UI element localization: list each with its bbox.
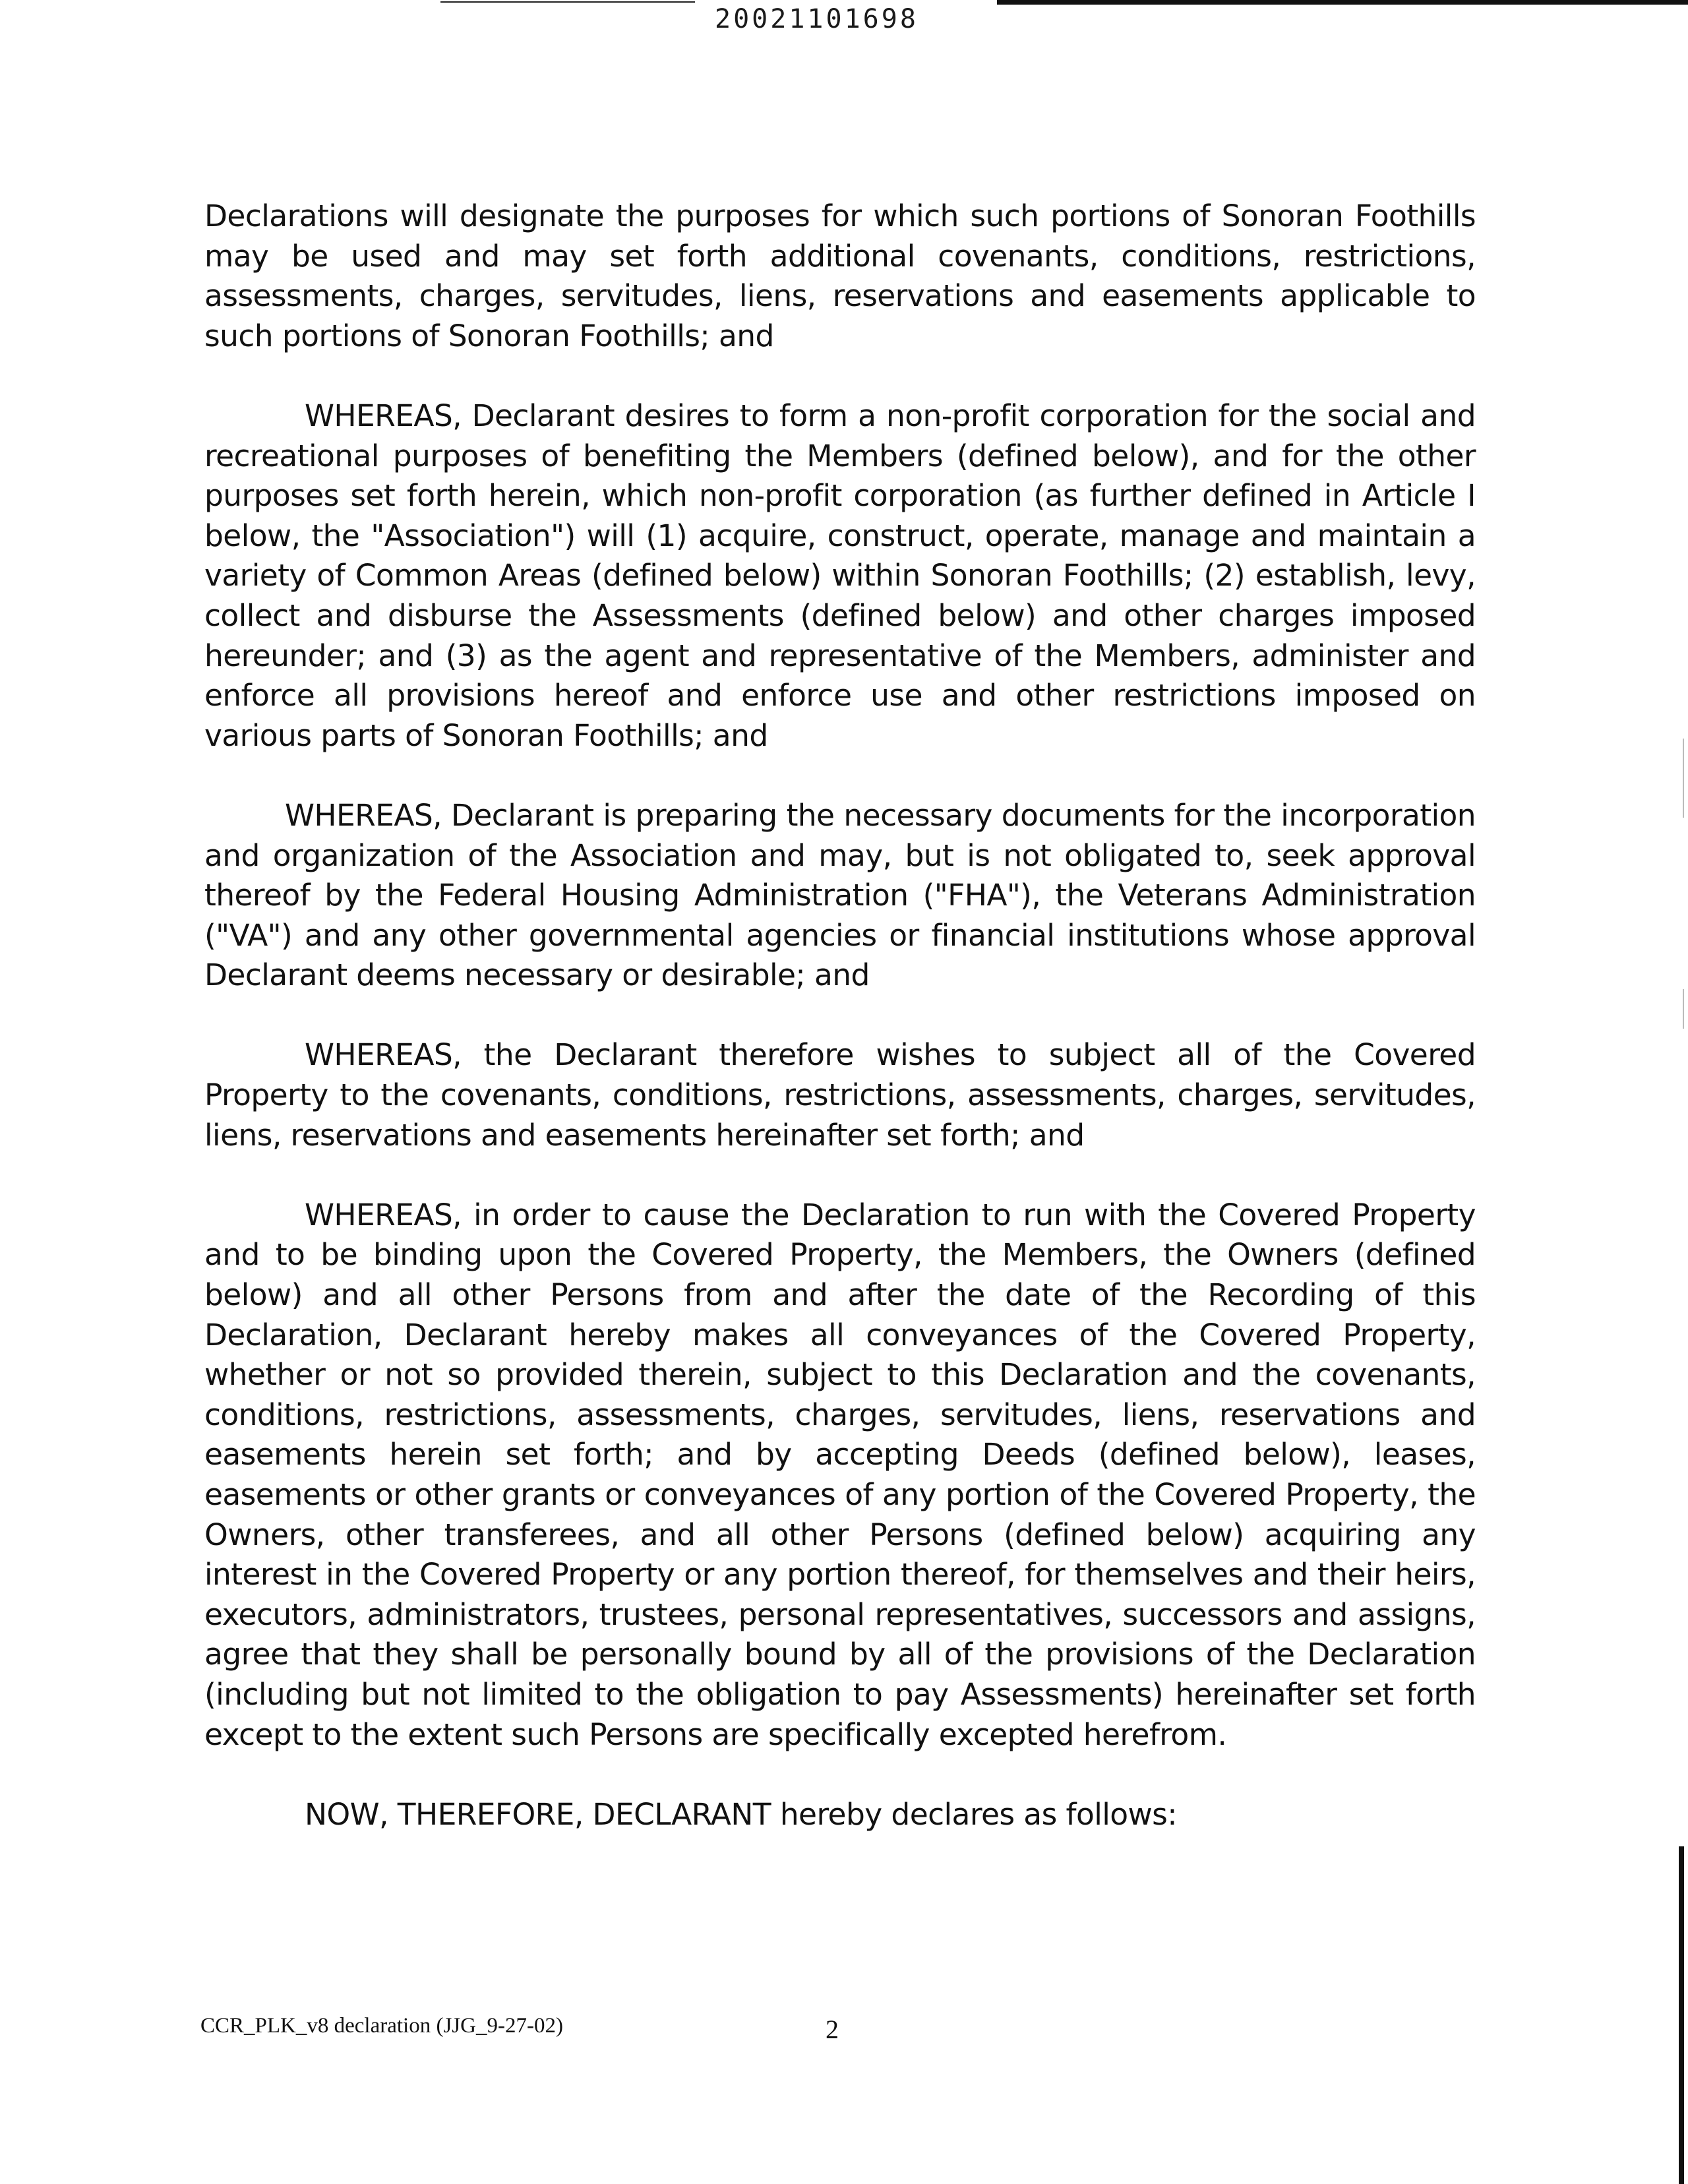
paragraph-whereas-subject-property: WHEREAS, the Declarant therefore wishes to subject all of the Covered Property to the covenants, conditions, restrictions, assessments, charges, servitudes, liens, reservations and easements hereinafter set forth; and xyxy=(204,1037,1476,1153)
footer-document-id: CCR_PLK_v8 declaration (JJG_9-27-02) xyxy=(200,2014,563,2038)
recording-number: 20021101698 xyxy=(715,4,919,34)
paragraph-whereas-association: WHEREAS, Declarant desires to form a non-profit corporation for the social and recreational purposes of benefiting the Members (defined below), and for the other purposes set forth herein, which non-profit corporation (as further defined in Article I below, the "Association") will (1) acquire, construct, operate, manage and maintain a variety of Common Areas (defined below) within Sonoran Foothills; (2) establish, levy, collect and disburse the Assessments (defined below) and other charges imposed hereunder; and (3) as the agent and representative of the Members, administer and enforce all provisions hereof and enforce use and other restrictions imposed on various parts of Sonoran Foothills; and xyxy=(204,398,1476,753)
scan-edge-mark xyxy=(1683,739,1684,818)
scan-edge-mark xyxy=(1683,989,1684,1029)
paragraph-whereas-incorporation: WHEREAS, Declarant is preparing the necessary documents for the incorporation and organization of the Association and may, but is not obligated to, seek approval thereof by the Federal Housing Administration ("FHA"), the Veterans Administration ("VA") and any other governmental agencies or financial institutions whose approval Declarant deems necessary or desirable; and xyxy=(204,797,1476,993)
page-number: 2 xyxy=(826,2015,839,2044)
paragraph-whereas-binding: WHEREAS, in order to cause the Declaration to run with the Covered Property and to be binding upon the Covered Property, the Members, the Owners (defined below) and all other Persons from and after the date of the Recording of this Declaration, Declarant hereby makes all conveyances of the Covered Property, whether or not so provided therein, subject to this Declaration and the covenants, conditions, restrictions, assessments, charges, servitudes, liens, reservations and easements herein set forth; and by accepting Deeds (defined below), leases, easements or other grants or conveyances of any portion of the Covered Property, the Owners, other transferees, and all other Persons (defined below) acquiring any interest in the Covered Property or any portion thereof, for themselves and their heirs, executors, administrators, trustees, personal representatives, successors and assigns, agree that they shall be personally bound by all of the provisions of the Declaration (including but not limited to the obligation to pay Assessments) hereinafter set forth except to the extent such Persons are specifically excepted herefrom. xyxy=(204,1197,1476,1752)
paragraph-declarations-purposes: Declarations will designate the purposes for which such portions of Sonoran Foothills may be used and may set forth additional covenants, conditions, restrictions, assessments, charges, servitudes, liens, reservations and easements applicable to such portions of Sonoran Foothills; and xyxy=(204,198,1476,353)
header-rule-left xyxy=(440,1,695,3)
document-body xyxy=(204,197,1476,1835)
paragraph-now-therefore: NOW, THEREFORE, DECLARANT hereby declares as follows: xyxy=(305,1796,1177,1832)
scan-edge-bar xyxy=(1679,1846,1684,2184)
header-rule-right xyxy=(997,0,1688,5)
